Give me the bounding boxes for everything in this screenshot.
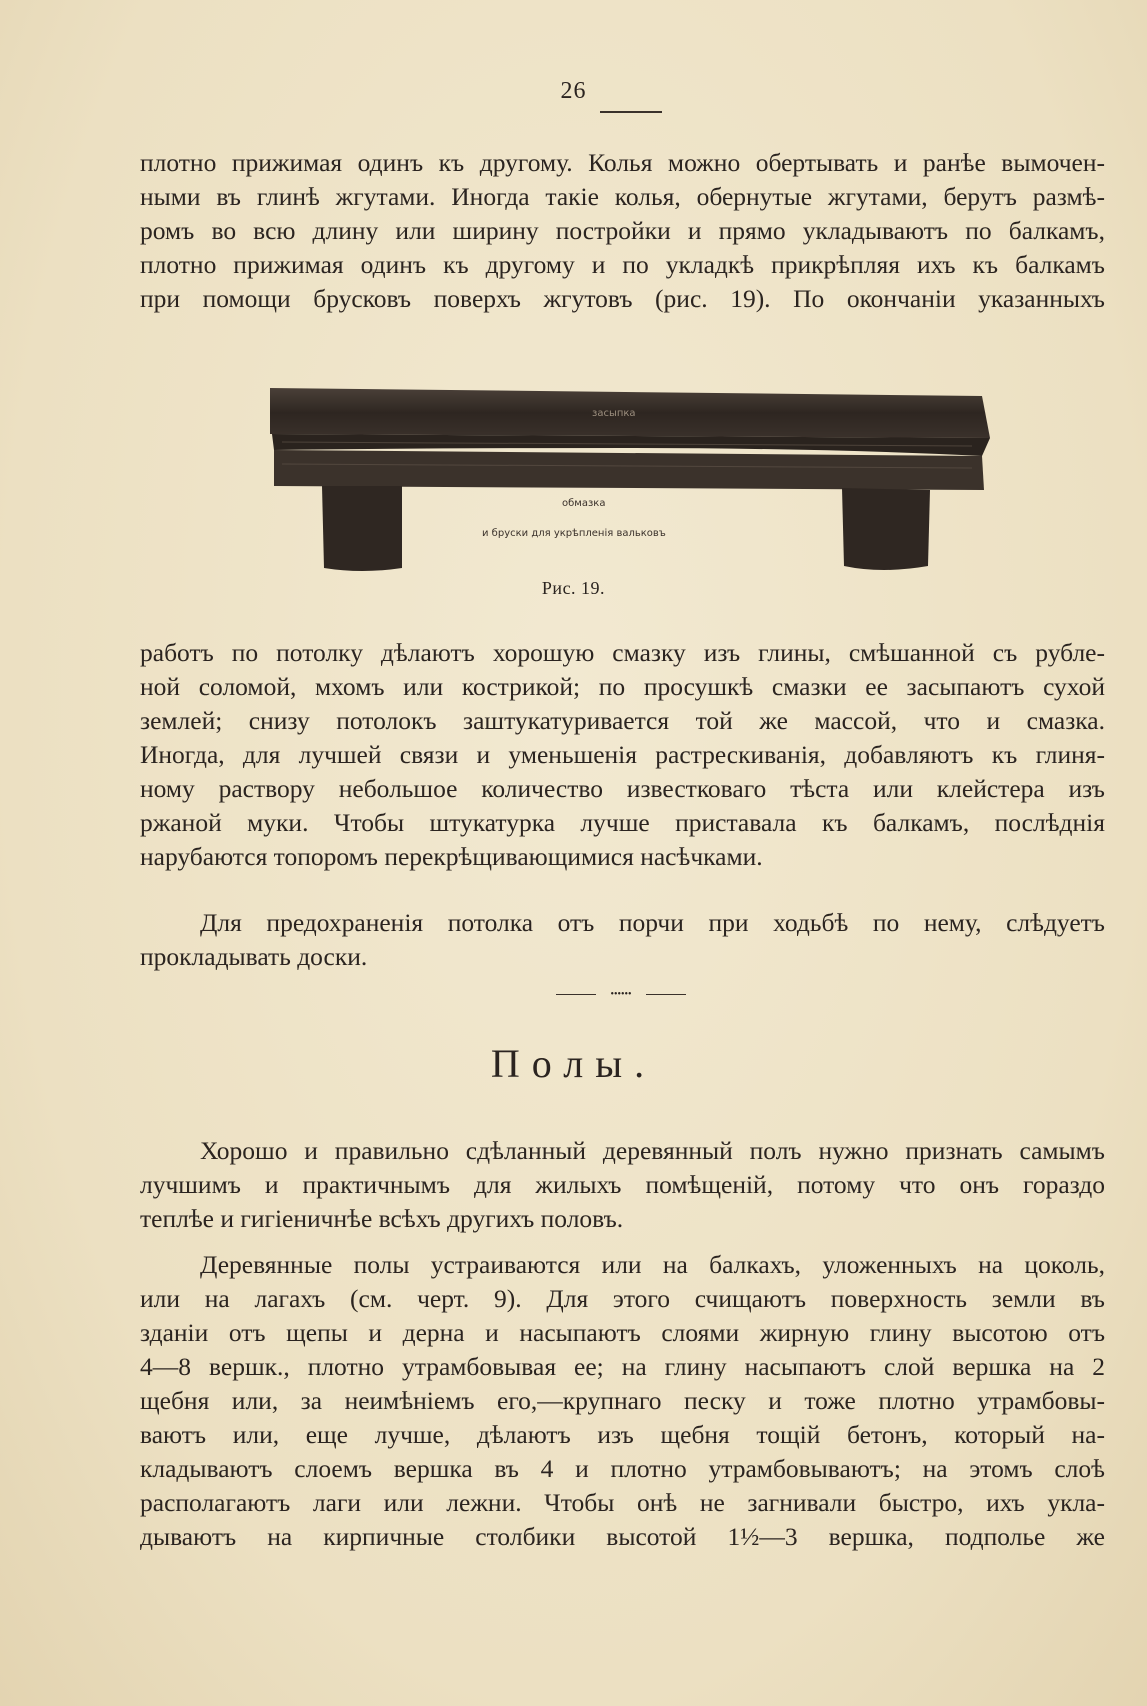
text-line: или на лагахъ (см. черт. 9). Для этого счищаютъ поверхность земли въ bbox=[140, 1284, 1105, 1313]
text-line: кладываютъ слоемъ вершка въ 4 и плотно утрамбовываютъ; на этомъ слоѣ bbox=[140, 1454, 1105, 1483]
text-line: ржаной муки. Чтобы штукатурка лучше приставала къ балкамъ, послѣднія bbox=[140, 808, 1105, 837]
text-line: располагаютъ лаги или лежни. Чтобы онѣ не загнивали быстро, ихъ укла- bbox=[140, 1488, 1105, 1517]
page-number-underline bbox=[600, 111, 662, 113]
text-line: плотно прижимая одинъ къ другому. Колья можно обертывать и ранѣе вымочен- bbox=[140, 148, 1105, 177]
text-line: ваютъ или, еще лучше, дѣлаютъ изъ щебня тощій бетонъ, который на- bbox=[140, 1420, 1105, 1449]
paragraph-5 bbox=[140, 1248, 1105, 1554]
text-line: при помощи брусковъ поверхъ жгутовъ (рис. 19). По окончаніи указанныхъ bbox=[140, 284, 1105, 313]
text-line: Деревянные полы устраиваются или на балкахъ, уложенныхъ на цоколь, bbox=[200, 1250, 1105, 1279]
text-line: землей; снизу потолокъ заштукатуривается той же массой, что и смазка. bbox=[140, 706, 1105, 735]
text-line: 4—8 вершк., плотно утрамбовывая ее; на глину насыпаютъ слой вершка на 2 bbox=[140, 1352, 1105, 1381]
right-joist bbox=[842, 488, 930, 570]
page-number: 26 bbox=[560, 78, 587, 104]
text-line: ной соломой, мхомъ или кострикой; по просушкѣ смазки ее засыпаютъ сухой bbox=[140, 672, 1105, 701]
coating-layer-shape bbox=[274, 450, 984, 490]
paragraph-1 bbox=[140, 146, 1105, 316]
text-line: плотно прижимая одинъ къ другому и по укладкѣ прикрѣпляя ихъ къ балкамъ bbox=[140, 250, 1105, 279]
text-line: лучшимъ и практичнымъ для жилыхъ помѣщеній, потому что онъ гораздо bbox=[140, 1170, 1105, 1199]
text-line: ромъ во всю длину или ширину постройки и прямо укладываютъ по балкамъ, bbox=[140, 216, 1105, 245]
text-line: нарубаются топоромъ перекрѣщивающимися насѣчками. bbox=[140, 842, 763, 871]
coating-label: обмазка bbox=[562, 498, 606, 509]
paragraph-4 bbox=[140, 1134, 1105, 1236]
text-line: Хорошо и правильно сдѣланный деревянный полъ нужно признать самымъ bbox=[200, 1136, 1105, 1165]
left-joist bbox=[322, 486, 402, 571]
figure-19-illustration bbox=[262, 378, 990, 578]
text-line: теплѣе и гигіеничнѣе всѣхъ другихъ половъ. bbox=[140, 1204, 624, 1233]
text-line: щебня или, за неимѣніемъ его,—крупнаго песку и тоже плотно утрамбовы- bbox=[140, 1386, 1105, 1415]
paragraph-3 bbox=[140, 906, 1105, 974]
text-line: ными въ глинѣ жгутами. Иногда такіе колья, обернутые жгутами, берутъ размѣ- bbox=[140, 182, 1105, 211]
text-line: Иногда, для лучшей связи и уменьшенія растрескиванія, добавляютъ къ глиня- bbox=[140, 740, 1105, 769]
text-line: работъ по потолку дѣлаютъ хорошую смазку изъ глины, смѣшанной съ рубле- bbox=[140, 638, 1105, 667]
section-title: Полы. bbox=[490, 1041, 657, 1086]
text-line: дываютъ на кирпичные столбики высотой 1½—3 вершка, подполье же bbox=[140, 1522, 1105, 1551]
figure-caption: Рис. 19. bbox=[541, 578, 606, 598]
paragraph-2 bbox=[140, 636, 1105, 874]
beam-ceiling-drawing bbox=[262, 378, 990, 578]
fill-label: засыпка bbox=[592, 408, 636, 419]
text-line: Для предохраненія потолка отъ порчи при ходьбѣ по нему, слѣдуетъ bbox=[200, 908, 1105, 937]
text-line: зданіи отъ щепы и дерна и насыпаютъ слоями жирную глину высотою отъ bbox=[140, 1318, 1105, 1347]
bars-label: и бруски для укрѣпленія вальковъ bbox=[482, 528, 666, 539]
section-divider: •••••• bbox=[556, 991, 686, 999]
text-line: ному раствору небольшое количество известковаго тѣста или клейстера изъ bbox=[140, 774, 1105, 803]
text-line: прокладывать доски. bbox=[140, 942, 368, 971]
